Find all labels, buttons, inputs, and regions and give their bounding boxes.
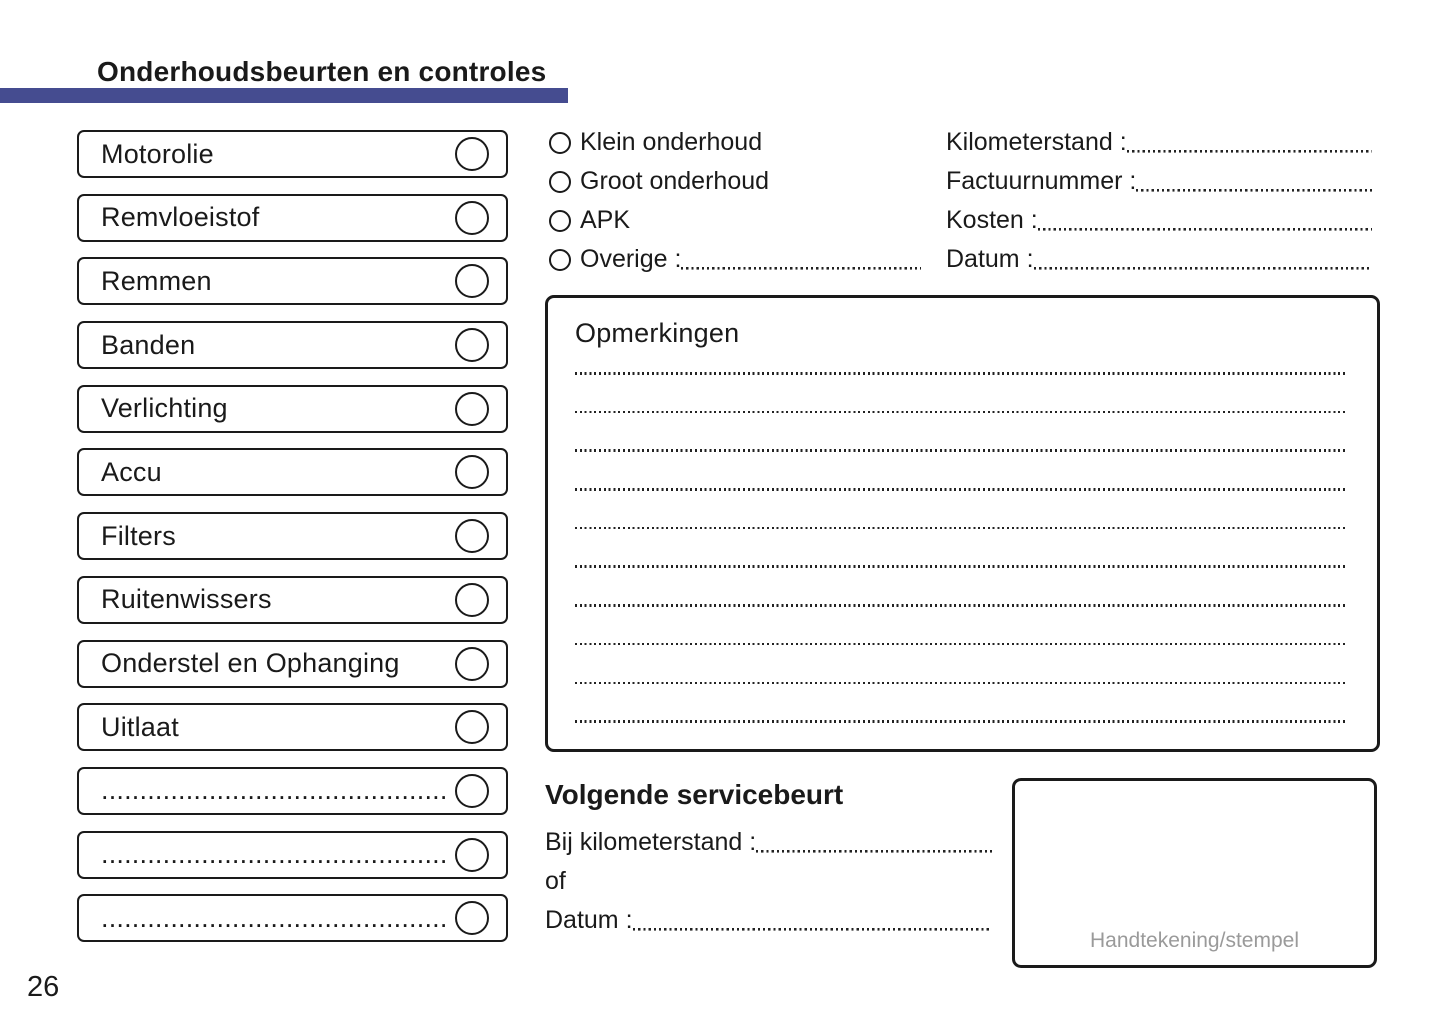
fill-line[interactable] <box>1136 162 1372 201</box>
remarks-line[interactable] <box>575 488 1347 491</box>
check-circle-icon[interactable] <box>455 774 489 808</box>
fill-line[interactable] <box>1127 123 1372 162</box>
check-circle-icon[interactable] <box>455 137 489 171</box>
checklist-item <box>77 831 508 879</box>
check-circle-icon[interactable] <box>455 455 489 489</box>
detail-field <box>946 240 1372 279</box>
checklist-item-label: Banden <box>101 329 196 360</box>
radio-circle-icon[interactable] <box>549 210 571 232</box>
checklist-item-label: Remvloeistof <box>101 202 260 233</box>
checklist-item-label: Filters <box>101 520 176 551</box>
checklist-item <box>77 640 508 688</box>
service-type-label: APK <box>580 206 631 234</box>
detail-field-label: Kilometerstand : <box>946 128 1127 156</box>
checklist-item <box>77 257 508 305</box>
remarks-line[interactable] <box>575 682 1347 685</box>
page-title: Onderhoudsbeurten en controles <box>97 56 547 87</box>
checklist-item <box>77 321 508 369</box>
remarks-line[interactable] <box>575 372 1347 375</box>
service-type-label: Overige : <box>580 245 682 273</box>
checklist-item <box>77 512 508 560</box>
next-service-label: of <box>545 867 566 895</box>
remarks-line[interactable] <box>575 720 1347 723</box>
checklist-item-label: Motorolie <box>101 138 214 169</box>
remarks-box <box>545 295 1380 752</box>
service-type-label: Groot onderhoud <box>580 167 770 195</box>
check-circle-icon[interactable] <box>455 710 489 744</box>
fill-line[interactable] <box>1034 240 1372 279</box>
maintenance-checklist <box>77 130 508 958</box>
next-service-label: Bij kilometerstand : <box>545 828 757 856</box>
radio-circle-icon[interactable] <box>549 171 571 193</box>
checklist-item <box>77 448 508 496</box>
service-type-option <box>549 240 921 279</box>
checklist-item-label: Uitlaat <box>101 711 179 742</box>
checklist-item <box>77 703 508 751</box>
remarks-line[interactable] <box>575 565 1347 568</box>
accent-bar <box>0 88 568 103</box>
checklist-item <box>77 894 508 942</box>
checklist-item-label: Ruitenwissers <box>101 584 272 615</box>
service-type-option <box>549 123 921 162</box>
detail-field <box>946 201 1372 240</box>
remarks-line[interactable] <box>575 527 1347 530</box>
service-type-option <box>549 201 921 240</box>
checklist-item-label: Onderstel en Ophanging <box>101 648 400 678</box>
detail-field-label: Kosten : <box>946 206 1038 234</box>
remarks-line[interactable] <box>575 449 1347 452</box>
remarks-lines <box>575 372 1347 759</box>
service-type-label: Klein onderhoud <box>580 128 763 156</box>
checklist-item-label: Accu <box>101 456 162 487</box>
remarks-line[interactable] <box>575 643 1347 646</box>
service-type-options <box>549 123 921 279</box>
remarks-line[interactable] <box>575 604 1347 607</box>
remarks-title: Opmerkingen <box>575 318 740 348</box>
checklist-item-label: Remmen <box>101 265 212 296</box>
detail-field <box>946 123 1372 162</box>
service-type-option <box>549 162 921 201</box>
next-service-row <box>545 901 992 940</box>
fill-line[interactable] <box>633 901 992 940</box>
check-circle-icon[interactable] <box>455 264 489 298</box>
radio-circle-icon[interactable] <box>549 132 571 154</box>
fill-line[interactable] <box>756 823 992 862</box>
check-circle-icon[interactable] <box>455 901 489 935</box>
signature-label: Handtekening/stempel <box>1090 929 1299 952</box>
next-service-row <box>545 823 992 862</box>
next-service-section <box>545 779 992 940</box>
radio-circle-icon[interactable] <box>549 249 571 271</box>
checklist-item <box>77 194 508 242</box>
checklist-item-label: ............................................. <box>101 839 448 870</box>
fill-line[interactable] <box>681 240 921 279</box>
checklist-item-label: Verlichting <box>101 393 228 424</box>
checklist-item <box>77 576 508 624</box>
next-service-label: Datum : <box>545 906 633 934</box>
checklist-item-label: ............................................. <box>101 775 448 806</box>
signature-box[interactable] <box>1012 778 1377 968</box>
next-service-title: Volgende servicebeurt <box>545 779 844 810</box>
detail-field-label: Datum : <box>946 245 1034 273</box>
check-circle-icon[interactable] <box>455 328 489 362</box>
next-service-rows <box>545 823 992 940</box>
check-circle-icon[interactable] <box>455 583 489 617</box>
checklist-item-label: ............................................. <box>101 902 448 933</box>
check-circle-icon[interactable] <box>455 392 489 426</box>
next-service-row <box>545 862 992 901</box>
checklist-item <box>77 385 508 433</box>
service-detail-fields <box>946 123 1372 279</box>
page-number: 26 <box>27 971 60 1003</box>
check-circle-icon[interactable] <box>455 201 489 235</box>
check-circle-icon[interactable] <box>455 519 489 553</box>
check-circle-icon[interactable] <box>455 838 489 872</box>
checklist-item <box>77 130 508 178</box>
checklist-item <box>77 767 508 815</box>
detail-field-label: Factuurnummer : <box>946 167 1137 195</box>
check-circle-icon[interactable] <box>455 647 489 681</box>
remarks-line[interactable] <box>575 411 1347 414</box>
detail-field <box>946 162 1372 201</box>
fill-line[interactable] <box>1038 201 1372 240</box>
